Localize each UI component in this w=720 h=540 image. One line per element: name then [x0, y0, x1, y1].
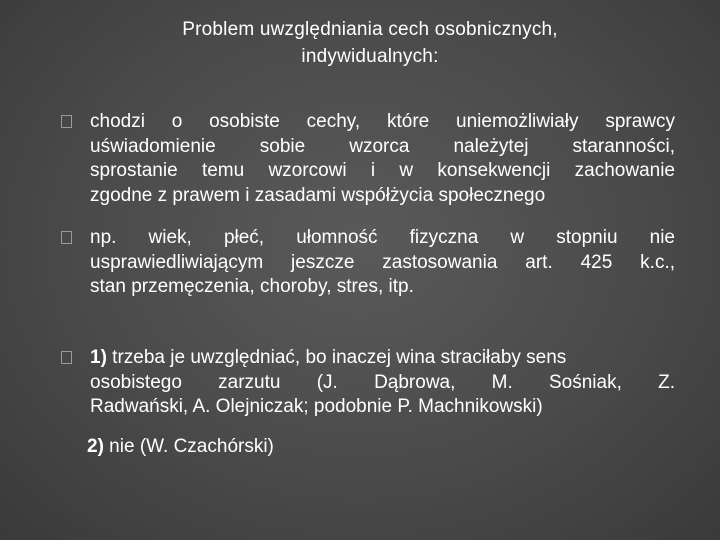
- bullet-1-line-2: uświadomienie sobie wzorca należytej staranności,: [90, 135, 675, 157]
- bullet-3-line-3: Radwański, A. Olejniczak; podobnie P. Machnikowski): [90, 396, 543, 417]
- bullet-marker-icon: [61, 115, 72, 128]
- bullet-marker-icon: [61, 231, 72, 244]
- bullet-2-line-3: stan przemęczenia, choroby, stres, itp.: [90, 276, 414, 297]
- bullet-item-1: [90, 110, 675, 208]
- bullet-3-line-4: [87, 436, 274, 458]
- bullet-3-number-1: 1): [90, 347, 107, 368]
- bullet-1-line-1: chodzi o osobiste cechy, które uniemożliwiały sprawcy: [90, 111, 675, 132]
- bullet-1-line-3: sprostanie temu wzorcowi i w konsekwencji zachowanie: [90, 160, 675, 181]
- bullet-3-line-2: osobistego zarzutu (J. Dąbrowa, M. Sośniak, Z.: [90, 371, 675, 393]
- title-line-2: indywidualnych:: [301, 46, 439, 67]
- bullet-marker-icon: [61, 351, 72, 364]
- bullet-3-number-2: 2): [87, 436, 104, 457]
- bullet-item-3: [90, 346, 675, 420]
- bullet-2-line-2: usprawiedliwiającym jeszcze zastosowania art. 425 k.c.,: [90, 251, 675, 273]
- bullet-3-line-4-text: nie (W. Czachórski): [103, 436, 274, 457]
- bullet-3-line-1-text: trzeba je uwzględniać, bo inaczej wina straciłaby sens: [106, 347, 567, 368]
- bullet-3-line-1: [90, 346, 675, 371]
- bullet-1-line-4: zgodne z prawem i zasadami współżycia społecznego: [90, 184, 546, 206]
- slide-title: [90, 16, 650, 70]
- bullet-2-line-1: np. wiek, płeć, ułomność fizyczna w stopniu nie: [90, 227, 675, 248]
- title-line-1: Problem uwzględniania cech osobnicznych,: [182, 19, 558, 40]
- bullet-item-2: [90, 226, 675, 300]
